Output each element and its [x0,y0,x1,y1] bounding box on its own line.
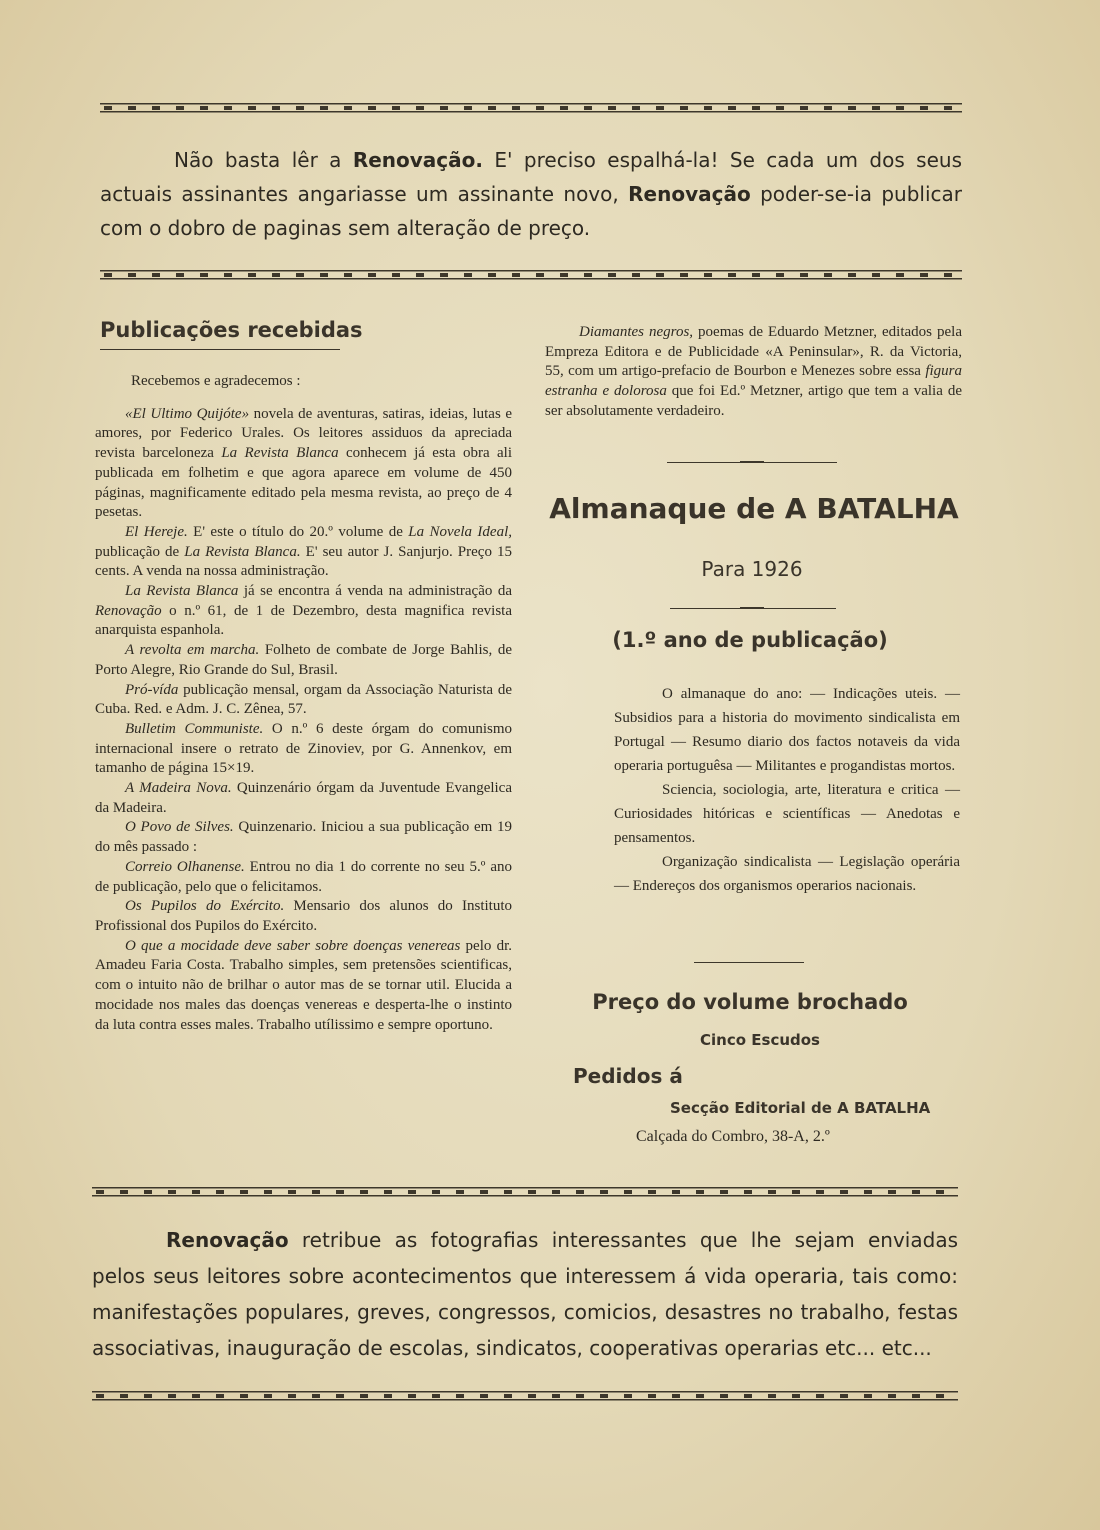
ornamental-rule [100,270,962,280]
almanaque-title: Almanaque de A BATALHA [549,492,959,525]
notice-text: Não basta lêr a [174,148,353,172]
renovacao-name: Renovação. [352,148,483,172]
list-item: El Hereje. E' este o título do 20.º volume de La Novela Ideal, publicação de La Revista Blanca. E' seu autor J. Sanjurjo. Preço 15 cents. A venda na nossa administração. [95,523,513,580]
price-value: Cinco Escudos [700,1031,820,1049]
ornamental-rule [100,103,962,113]
notice-text: retribue as fotografias interessantes que lhe sejam enviadas pelos seus leitores sobre acontecimentos que interessem á vida operaria, tais como: manifestações populares, greves, congressos, comicios, desastres no trabalho, festas associativas, inauguração de escolas, sindicatos, cooperativas operarias etc... etc... [92,1228,958,1360]
publisher-name: Secção Editorial de A BATALHA [670,1099,931,1117]
bottom-notice [92,1222,958,1366]
divider-accent [740,461,764,463]
list-item: A revolta em marcha. Folheto de combate de Jorge Bahlis, de Porto Alegre, Rio Grande do Sul, Brasil. [95,642,513,678]
list-item: O que a mocidade deve saber sobre doenças venereas pelo dr. Amadeu Faria Costa. Trabalho simples, sem pretensões scientificas, com o intuito não de brilhar o autor mas de se tornar util. Elucida a mocidade nos males das doenças venereas e desperta-lhe o instinto da luta contra esses males. Trabalho utílissimo e sempre oportuno. [95,937,512,1033]
contents-paragraph: Sciencia, sociologia, arte, literatura e critica — Curiosidades hitóricas e scientíficas — Anedotas e pensamentos. [614,782,960,846]
orders-label: Pedidos á [573,1064,683,1088]
notice-text: poder-se-ia publicar com o dobro de paginas sem alteração de preço. [100,182,962,240]
renovacao-name: Renovação [166,1228,289,1252]
diamantes-negros-notice: Diamantes negros, poemas de Eduardo Metzner, editados pela Empreza Editora e de Publicidade «A Peninsular», R. da Victoria, 55, com um artigo-prefacio de Bourbon e Menezes sobre essa figura estranha e dolorosa que foi Ed.º Metzner, artigo que tem a valia de ser absolutamente verdadeiro. [545,324,963,419]
list-item: A Madeira Nova. Quinzenário órgam da Juventude Evangelica da Madeira. [95,780,512,816]
title-underline [100,349,340,350]
notice-text: E' preciso espalhá-la! Se cada um dos seus actuais assinantes angariasse um assinante novo, [100,148,962,206]
list-item: O Povo de Silves. Quinzenario. Iniciou a sua publicação em 19 do mês passado : [95,819,512,856]
divider-accent [740,607,764,609]
list-item: Correio Olhanense. Entrou no dia 1 do corrente no seu 5.º ano de publicação, pelo que o felicitamos. [95,858,512,895]
contents-paragraph: O almanaque do ano: — Indicações uteis. — Subsidios para a historia do movimento sindicalista em Portugal — Resumo diario dos factos notaveis da vida operaria portuguêsa — Militantes e progandistas mortos. [614,686,960,774]
contents-paragraph: Organização sindicalista — Legislação operária — Endereços dos organismos operarios nacionais. [614,854,960,894]
top-notice [100,143,962,245]
ornamental-rule [92,1391,958,1401]
almanaque-edition: (1.º ano de publicação) [612,628,888,652]
publisher-address: Calçada do Combro, 38-A, 2.º [636,1128,830,1145]
section-title: Publicações recebidas [100,318,363,342]
ornamental-rule [92,1187,958,1197]
price-title: Preço do volume brochado [592,990,908,1014]
list-item: Os Pupilos do Exército. Mensario dos alunos do Instituto Profissional dos Pupilos do Exército. [95,898,513,934]
list-item: La Revista Blanca já se encontra á venda na administração da Renovação o n.º 61, de 1 de Dezembro, desta magnifica revista anarquista espanhola. [95,583,512,639]
list-item: Bulletim Communiste. O n.º 6 deste órgam do comunismo internacional insere o retrato de Zinoviev, por G. Annenkov, em tamanho de página 15×19. [95,720,512,777]
list-item: «El Ultimo Quijóte» novela de aventuras, satiras, ideias, lutas e amores, por Federico Urales. Os leitores assiduos da apreciada revista barceloneza La Revista Blanca conhecem já esta obra ali publicada em folhetim e que agora aparece em volume de 450 páginas, magnificamente editado pela mesma revista, ao preço de 4 pesetas. [95,405,513,521]
almanaque-year: Para 1926 [701,557,803,581]
intro-text: Recebemos e agradecemos : [131,373,301,389]
renovacao-name: Renovação [628,182,751,206]
list-item: Pró-vída publicação mensal, orgam da Associação Naturista de Cuba. Red. e Adm. J. C. Zênea, 57. [95,681,512,718]
publications-list [95,372,512,1035]
divider [694,962,804,963]
almanaque-contents [614,682,960,898]
